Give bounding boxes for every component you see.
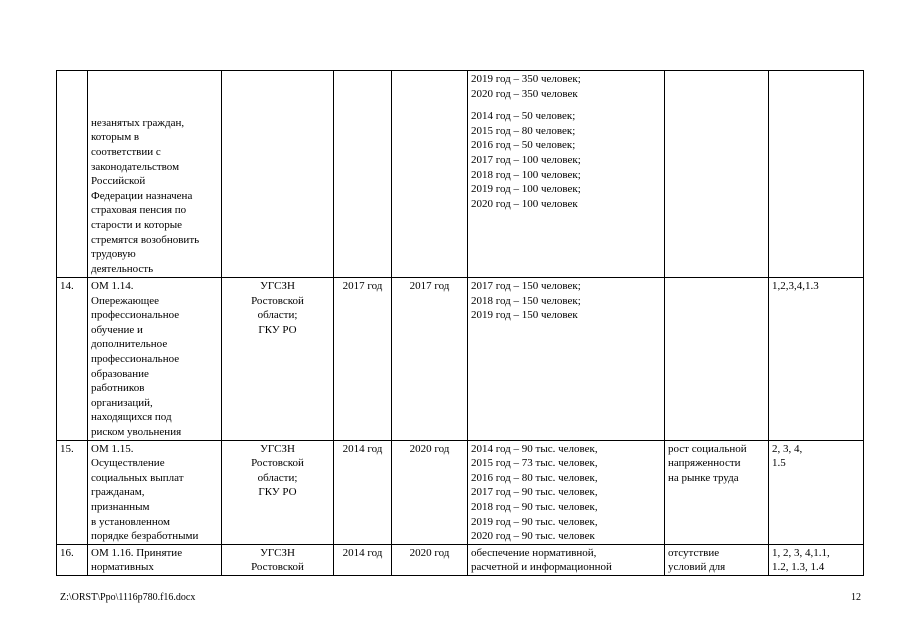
- executor-cell: [222, 440, 334, 544]
- result-line: 2018 год – 150 человек;: [471, 294, 581, 307]
- file-path: Z:\ORST\Ppo\1116p780.f16.docx: [60, 592, 196, 603]
- executor-line: ГКУ РО: [258, 323, 297, 336]
- measure-title-line: законодательством: [91, 160, 180, 173]
- measure-title-line: соответствии с: [91, 145, 161, 158]
- measure-title-line: [91, 87, 218, 102]
- result-line: 2020 год – 90 тыс. человек: [471, 530, 595, 543]
- risk-line: отсутствие: [668, 546, 720, 559]
- result-line: расчетной и информационной: [471, 561, 612, 574]
- table-row: [57, 71, 864, 278]
- end-year-cell: 2017 год: [392, 278, 468, 441]
- measure-title-line: находящихся под: [91, 411, 172, 424]
- risk-cell: [665, 71, 769, 278]
- table-row: [57, 544, 864, 575]
- end-year-cell: 2020 год: [392, 440, 468, 544]
- measure-title-line: страховая пенсия по: [91, 204, 187, 217]
- executor-line: области;: [257, 309, 298, 322]
- end-year-cell: 2020 год: [392, 544, 468, 575]
- result-line: 2015 год – 73 тыс. человек,: [471, 457, 598, 470]
- measure-title-cell: [88, 71, 222, 278]
- indicator-link-cell: [769, 71, 864, 278]
- measure-title-line: Опережающее: [91, 294, 160, 307]
- result-line: 2015 год – 80 человек;: [471, 124, 576, 137]
- start-year-cell: 2014 год: [334, 544, 392, 575]
- result-line: 2020 год – 350 человек: [471, 87, 578, 100]
- indicator-link-cell: [769, 278, 864, 441]
- expected-result-cell: [468, 71, 665, 278]
- expected-result-cell: [468, 440, 665, 544]
- measure-title-line: [91, 72, 218, 87]
- measure-title-line: ОМ 1.16. Принятие: [91, 546, 183, 559]
- row-number-cell: 15.: [57, 440, 88, 544]
- measure-title-line: риском увольнения: [91, 425, 182, 438]
- executor-line: области;: [257, 471, 298, 484]
- measure-title-line: социальных выплат: [91, 471, 184, 484]
- measure-title-line: ОМ 1.15.: [91, 442, 134, 455]
- risk-cell: [665, 440, 769, 544]
- measure-title-line: незанятых граждан,: [91, 116, 185, 129]
- risk-cell: [665, 278, 769, 441]
- measure-title-line: работников: [91, 382, 145, 395]
- executor-line: Ростовской: [251, 457, 304, 470]
- result-line: 2017 год – 90 тыс. человек,: [471, 486, 598, 499]
- measure-title-line: порядке безработными: [91, 530, 199, 543]
- measure-title-line: профессиональное: [91, 352, 180, 365]
- result-line: 2019 год – 100 человек;: [471, 183, 581, 196]
- end-year-cell: [392, 71, 468, 278]
- row-number-cell: [57, 71, 88, 278]
- result-line: 2016 год – 50 человек;: [471, 139, 576, 152]
- page-number: 12: [851, 592, 861, 603]
- measure-title-line: дополнительное: [91, 338, 168, 351]
- executor-cell: [222, 278, 334, 441]
- measure-title-line: Осуществление: [91, 457, 165, 470]
- measure-title-line: образование: [91, 367, 149, 380]
- measure-title-line: [91, 101, 218, 116]
- executor-line: ГКУ РО: [258, 486, 297, 499]
- measure-title-line: которым в: [91, 131, 140, 144]
- measure-title-line: деятельность: [91, 262, 154, 275]
- result-line: 2014 год – 50 человек;: [471, 110, 576, 123]
- executor-line: Ростовской: [251, 561, 304, 574]
- result-line: 2017 год – 100 человек;: [471, 153, 581, 166]
- measure-title-line: гражданам,: [91, 486, 145, 499]
- indicator-link-cell: [769, 544, 864, 575]
- indicator-link-line: 2, 3, 4,: [772, 442, 803, 455]
- risk-line: рост социальной: [668, 442, 747, 455]
- table-row: [57, 440, 864, 544]
- measure-title-line: стремятся возобновить: [91, 233, 200, 246]
- measure-title-line: старости и которые: [91, 218, 183, 231]
- measure-title-cell: [88, 278, 222, 441]
- measure-title-line: трудовую: [91, 248, 136, 261]
- indicator-link-line: 1.5: [772, 457, 786, 470]
- measure-title-line: обучение и: [91, 323, 143, 336]
- executor-cell: [222, 71, 334, 278]
- indicator-link-cell: [769, 440, 864, 544]
- result-line: 2018 год – 100 человек;: [471, 168, 581, 181]
- measure-title-cell: [88, 544, 222, 575]
- measure-title-line: профессиональное: [91, 309, 180, 322]
- measure-title-line: Российской: [91, 175, 146, 188]
- indicator-link-line: 1, 2, 3, 4,1.1,: [772, 546, 830, 559]
- risk-line: условий для: [668, 561, 726, 574]
- measure-title-line: ОМ 1.14.: [91, 280, 134, 292]
- indicator-link-line: 1,2,3,4,1.3: [772, 280, 819, 292]
- start-year-cell: 2014 год: [334, 440, 392, 544]
- start-year-cell: [334, 71, 392, 278]
- program-measures-table: [56, 70, 864, 576]
- executor-line: УГСЗН: [260, 280, 295, 292]
- measure-title-cell: [88, 440, 222, 544]
- executor-line: Ростовской: [251, 294, 304, 307]
- result-line: обеспечение нормативной,: [471, 546, 597, 559]
- result-line: 2020 год – 100 человек: [471, 197, 578, 210]
- result-line: 2019 год – 350 человек;: [471, 73, 581, 85]
- measure-title-line: в установленном: [91, 515, 170, 528]
- measure-title-line: Федерации назначена: [91, 189, 193, 202]
- result-line: 2017 год – 150 человек;: [471, 280, 581, 292]
- measure-title-line: организаций,: [91, 396, 153, 409]
- result-line: 2016 год – 80 тыс. человек,: [471, 471, 598, 484]
- table-row: [57, 278, 864, 441]
- result-line: 2018 год – 90 тыс. человек,: [471, 500, 598, 513]
- expected-result-cell: [468, 544, 665, 575]
- measure-title-line: признанным: [91, 500, 150, 513]
- result-line: 2014 год – 90 тыс. человек,: [471, 442, 598, 455]
- executor-line: УГСЗН: [260, 546, 295, 559]
- indicator-link-line: 1.2, 1.3, 1.4: [772, 561, 825, 574]
- start-year-cell: 2017 год: [334, 278, 392, 441]
- executor-cell: [222, 544, 334, 575]
- result-line: 2019 год – 90 тыс. человек,: [471, 515, 598, 528]
- row-number-cell: 14.: [57, 278, 88, 441]
- risk-line: напряженности: [668, 457, 741, 470]
- measure-title-line: нормативных: [91, 561, 154, 574]
- risk-line: на рынке труда: [668, 471, 739, 484]
- row-number-cell: 16.: [57, 544, 88, 575]
- risk-cell: [665, 544, 769, 575]
- expected-result-cell: [468, 278, 665, 441]
- result-line: 2019 год – 150 человек: [471, 309, 578, 322]
- executor-line: УГСЗН: [260, 442, 295, 455]
